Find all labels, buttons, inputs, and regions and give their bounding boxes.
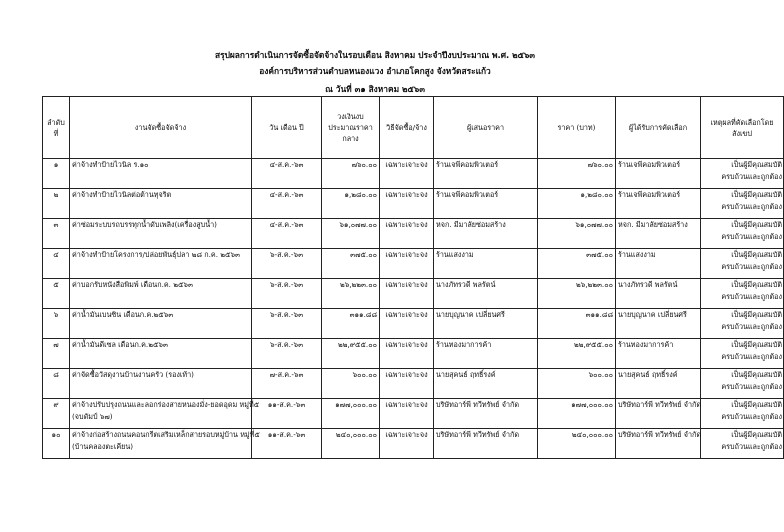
cell-reason-text: ครบถ้วนและถูกต้อง: [721, 202, 782, 211]
table-row: [43, 219, 784, 249]
cell-winner: [616, 249, 701, 279]
cell-bidder-text: หจก. มีมาลัยซ่อมสร้าง: [436, 220, 506, 229]
cell-budget: [322, 429, 380, 459]
col-header-reason: เหตุผลที่คัดเลือกโดยสังเขป: [701, 97, 784, 159]
cell-no: [43, 399, 70, 429]
cell-reason-text: เป็นผู้มีคุณสมบัติ: [731, 340, 782, 349]
cell-no: [43, 279, 70, 309]
cell-budget-text: ๑๗๗,๐๐๐.๐๐: [335, 400, 377, 409]
cell-price-text: ๗๖๐.๐๐: [587, 160, 613, 169]
cell-item: [70, 219, 252, 249]
cell-winner: [616, 159, 701, 189]
cell-bidder-text: นายบุญนาค เปลี่ยนศรี: [436, 310, 505, 319]
cell-item-text: ค่าบอกรับหนังสือพิมพ์ เดือนก.ค. ๒๕๖๓: [72, 280, 193, 289]
col-header-budget: วงเงินงบประมาณราคากลาง: [322, 97, 380, 159]
table-row: [43, 369, 784, 399]
cell-date: [252, 309, 322, 339]
cell-winner: [616, 279, 701, 309]
cell-winner: [616, 339, 701, 369]
cell-item: [70, 249, 252, 279]
cell-no: [43, 339, 70, 369]
cell-method-text: เฉพาะเจาะจง: [385, 220, 428, 229]
cell-price-text: ๑,๒๘๐.๐๐: [580, 190, 613, 199]
cell-budget: [322, 369, 380, 399]
cell-bidder-text: นางภัทรวดี พลรัตน์: [436, 280, 496, 289]
cell-bidder: [434, 219, 538, 249]
cell-winner-text: นายบุญนาค เปลี่ยนศรี: [618, 310, 687, 319]
cell-reason-text: ครบถ้วนและถูกต้อง: [721, 172, 782, 181]
cell-date: [252, 369, 322, 399]
cell-bidder: [434, 399, 538, 429]
cell-price: [538, 429, 616, 459]
cell-item-text: ค่าจ้างทำป้ายไวนิลต่อต้านทุจริต: [72, 190, 172, 199]
cell-reason-text: ครบถ้วนและถูกต้อง: [721, 442, 782, 451]
cell-item-text: ค่าจ้างทำป้ายไวนิล ร.๑๐: [72, 160, 149, 169]
cell-bidder: [434, 339, 538, 369]
cell-item-text: ค่าจ้างทำป้ายโครงการ/ปล่อยพันธุ์ปลา ๒๘ ก.ค. ๒๕๖๓: [72, 250, 240, 259]
cell-budget: [322, 399, 380, 429]
table-row: [43, 399, 784, 429]
cell-bidder-text: บริษัทอาร์พี ทวีทรัพย์ จำกัด: [436, 400, 520, 409]
cell-price-text: ๑๗๗,๐๐๐.๐๐: [571, 400, 613, 409]
cell-date-text: ๔-ส.ค.-๖๓: [269, 220, 304, 229]
table-row: [43, 339, 784, 369]
cell-no: [43, 369, 70, 399]
cell-method: [380, 369, 434, 399]
cell-item-text: (บ้านคลองตะเคียน): [72, 442, 134, 451]
cell-winner-text: นางภัทรวดี พลรัตน์: [618, 280, 678, 289]
cell-method: [380, 339, 434, 369]
cell-no: [43, 189, 70, 219]
table-row: [43, 189, 784, 219]
table-row: [43, 249, 784, 279]
cell-price-text: ๒๔๐,๐๐๐.๐๐: [571, 430, 613, 439]
cell-date-text: ๑๑-ส.ค.-๖๓: [267, 400, 306, 409]
cell-reason-text: เป็นผู้มีคุณสมบัติ: [731, 310, 782, 319]
cell-date: [252, 429, 322, 459]
cell-date: [252, 159, 322, 189]
cell-method-text: เฉพาะเจาะจง: [385, 250, 428, 259]
cell-winner: [616, 309, 701, 339]
cell-winner-text: ร้านเจพีคอมพิวเตอร์: [618, 160, 681, 169]
cell-no-text: ๓: [53, 220, 59, 229]
cell-price: [538, 279, 616, 309]
procurement-table: [42, 96, 784, 459]
cell-no: [43, 309, 70, 339]
cell-budget-text: ๗๖๐.๐๐: [351, 160, 377, 169]
cell-method: [380, 399, 434, 429]
cell-winner-text: ร้านแสงงาม: [618, 250, 656, 259]
cell-budget-text: ๓๗๕.๐๐: [350, 250, 377, 259]
cell-price: [538, 189, 616, 219]
cell-price-text: ๖๐๐.๐๐: [588, 370, 613, 379]
cell-budget-text: ๖๐๐.๐๐: [352, 370, 377, 379]
cell-reason: [701, 159, 784, 189]
cell-price: [538, 399, 616, 429]
cell-date: [252, 399, 322, 429]
cell-date-text: ๑๑-ส.ค.-๖๓: [267, 430, 306, 439]
cell-no: [43, 219, 70, 249]
cell-price: [538, 249, 616, 279]
cell-price-text: ๒๖,๒๒๓.๐๐: [575, 280, 613, 289]
cell-date-text: ๖-ส.ค.-๖๓: [270, 280, 303, 289]
cell-item: [70, 399, 260, 429]
cell-reason-text: ครบถ้วนและถูกต้อง: [721, 232, 782, 241]
cell-method: [380, 189, 434, 219]
cell-winner: [616, 429, 701, 459]
cell-reason: [701, 429, 784, 459]
cell-reason-text: เป็นผู้มีคุณสมบัติ: [731, 220, 782, 229]
cell-method-text: เฉพาะเจาะจง: [385, 280, 428, 289]
table-row: [43, 159, 784, 189]
cell-method: [380, 309, 434, 339]
col-header-winner: ผู้ได้รับการคัดเลือก: [616, 97, 701, 159]
cell-item-text: ค่าจ้างปรับปรุงถนนและลอกร่องสายหนองมั่ง-ยอดอุดม หมู่ที่๕: [72, 400, 260, 409]
cell-price-text: ๒๒,๙๕๕.๐๐: [574, 340, 613, 349]
col-header-method: วิธีจัดซื้อ/จ้าง: [380, 97, 434, 159]
cell-bidder-text: บริษัทอาร์พี ทวีทรัพย์ จำกัด: [436, 430, 520, 439]
cell-no-text: ๑๐: [51, 430, 61, 439]
cell-method: [380, 159, 434, 189]
cell-method: [380, 249, 434, 279]
cell-no-text: ๗: [53, 340, 59, 349]
cell-reason: [701, 339, 784, 369]
cell-winner: [616, 399, 701, 429]
cell-method-text: เฉพาะเจาะจง: [385, 190, 428, 199]
cell-reason-text: ครบถ้วนและถูกต้อง: [721, 292, 782, 301]
cell-budget: [322, 249, 380, 279]
cell-bidder: [434, 189, 538, 219]
cell-reason-text: เป็นผู้มีคุณสมบัติ: [731, 280, 782, 289]
cell-method-text: เฉพาะเจาะจง: [385, 160, 428, 169]
cell-reason: [701, 249, 784, 279]
cell-date-text: ๖-ส.ค.-๖๓: [270, 250, 303, 259]
cell-date: [252, 249, 322, 279]
col-header-price: ราคา (บาท): [538, 97, 616, 159]
cell-reason-text: ครบถ้วนและถูกต้อง: [721, 382, 782, 391]
table-row: [43, 429, 784, 459]
cell-no: [43, 249, 70, 279]
cell-reason-text: เป็นผู้มีคุณสมบัติ: [731, 430, 782, 439]
cell-bidder: [434, 369, 538, 399]
cell-bidder-text: ร้านแสงงาม: [436, 250, 474, 259]
cell-method: [380, 219, 434, 249]
cell-date-text: ๖-ส.ค.-๖๓: [270, 340, 303, 349]
cell-price: [538, 369, 616, 399]
cell-price-text: ๓๗๕.๐๐: [586, 250, 613, 259]
cell-budget-text: ๑,๒๘๐.๐๐: [344, 190, 377, 199]
cell-item: [70, 369, 252, 399]
cell-reason-text: เป็นผู้มีคุณสมบัติ: [731, 190, 782, 199]
cell-reason-text: ครบถ้วนและถูกต้อง: [721, 262, 782, 271]
cell-date-text: ๖-ส.ค.-๖๓: [270, 310, 303, 319]
cell-method: [380, 429, 434, 459]
table-header-row: [43, 97, 784, 159]
col-header-no: ลำดับที่: [43, 97, 70, 159]
cell-no: [43, 429, 70, 459]
cell-budget: [322, 159, 380, 189]
cell-date: [252, 219, 322, 249]
cell-winner: [616, 219, 701, 249]
cell-budget: [322, 189, 380, 219]
cell-item-text: ค่าซ่อมระบบรถบรรทุกน้ำดับเพลิง(เครื่องสูบน้ำ): [72, 220, 217, 229]
cell-reason-text: เป็นผู้มีคุณสมบัติ: [731, 370, 782, 379]
cell-winner-text: บริษัทอาร์พี ทวีทรัพย์ จำกัด: [618, 400, 702, 409]
cell-date-text: ๗-ส.ค.-๖๓: [269, 370, 304, 379]
cell-budget-text: ๖๑,๐๗๗.๐๐: [339, 220, 377, 229]
cell-winner-text: นายสุคนธ์ ฤทธิ์รงค์: [618, 370, 678, 379]
cell-bidder: [434, 249, 538, 279]
cell-item: [70, 309, 252, 339]
cell-no-text: ๙: [53, 400, 59, 409]
cell-price: [538, 159, 616, 189]
cell-bidder-text: ร้านทองมาการค้า: [436, 340, 492, 349]
cell-winner-text: บริษัทอาร์พี ทวีทรัพย์ จำกัด: [618, 430, 702, 439]
cell-date: [252, 189, 322, 219]
cell-item: [70, 339, 252, 369]
cell-reason: [701, 279, 784, 309]
cell-no-text: ๕: [53, 280, 59, 289]
cell-bidder-text: ร้านเจพีคอมพิวเตอร์: [436, 160, 499, 169]
cell-price: [538, 309, 616, 339]
cell-price-text: ๓๑๑.๘๘: [585, 310, 613, 319]
report-title: สรุปผลการดำเนินการจัดซื้อจัดจ้างในรอบเดือน สิงหาคม ประจำปีงบประมาณ พ.ศ. ๒๕๖๓: [214, 50, 536, 60]
cell-budget-text: ๒๒,๙๕๕.๐๐: [338, 340, 377, 349]
cell-date: [252, 279, 322, 309]
table-row: [43, 279, 784, 309]
cell-no-text: ๘: [53, 370, 59, 379]
cell-bidder: [434, 309, 538, 339]
cell-item-text: ค่าจ้างก่อสร้างถนนคอนกรีตเสริมเหล็กสายรอบหมู่บ้าน หมู่ที่๕: [72, 430, 260, 439]
cell-method-text: เฉพาะเจาะจง: [385, 370, 428, 379]
cell-budget-text: ๒๔๐,๐๐๐.๐๐: [335, 430, 377, 439]
cell-no-text: ๖: [53, 310, 59, 319]
cell-no: [43, 159, 70, 189]
col-header-date: วัน เดือน ปี: [252, 97, 322, 159]
report-date: ณ วันที่ ๓๑ สิงหาคม ๒๕๖๓: [325, 84, 425, 94]
cell-item: [70, 279, 252, 309]
cell-method-text: เฉพาะเจาะจง: [385, 310, 428, 319]
cell-no-text: ๒: [53, 190, 59, 199]
cell-item: [70, 429, 260, 459]
cell-budget-text: ๒๖,๒๒๓.๐๐: [339, 280, 377, 289]
cell-reason: [701, 189, 784, 219]
cell-budget: [322, 279, 380, 309]
table-row: [43, 309, 784, 339]
cell-method: [380, 279, 434, 309]
cell-budget: [322, 219, 380, 249]
cell-item-text: (จบดัมป์ ๖๗): [72, 412, 113, 421]
cell-date: [252, 339, 322, 369]
cell-bidder-text: นายสุคนธ์ ฤทธิ์รงค์: [436, 370, 496, 379]
cell-date-text: ๔-ส.ค.-๖๓: [269, 160, 304, 169]
cell-reason-text: ครบถ้วนและถูกต้อง: [721, 322, 782, 331]
cell-date-text: ๔-ส.ค.-๖๓: [269, 190, 304, 199]
cell-item: [70, 189, 252, 219]
cell-item-text: ค่าน้ำมันเบนซิน เดือนก.ค.๒๕๖๓: [72, 310, 174, 319]
organization-name: องค์การบริหารส่วนตำบลหนองแวง อำเภอโคกสูง จังหวัดสระแก้ว: [259, 66, 491, 76]
cell-reason: [701, 369, 784, 399]
cell-reason-text: ครบถ้วนและถูกต้อง: [721, 412, 782, 421]
cell-no-text: ๑: [53, 160, 59, 169]
cell-item-text: ค่าน้ำมันดีเซล เดือนก.ค.๒๕๖๓: [72, 340, 168, 349]
cell-reason-text: เป็นผู้มีคุณสมบัติ: [731, 400, 782, 409]
cell-bidder: [434, 429, 538, 459]
cell-reason: [701, 309, 784, 339]
cell-winner: [616, 369, 701, 399]
cell-method-text: เฉพาะเจาะจง: [385, 430, 428, 439]
cell-bidder-text: ร้านเจพีคอมพิวเตอร์: [436, 190, 499, 199]
cell-winner-text: หจก. มีมาลัยซ่อมสร้าง: [618, 220, 688, 229]
cell-winner-text: ร้านเจพีคอมพิวเตอร์: [618, 190, 681, 199]
cell-winner: [616, 189, 701, 219]
cell-reason-text: เป็นผู้มีคุณสมบัติ: [731, 250, 782, 259]
cell-price-text: ๖๑,๐๗๗.๐๐: [575, 220, 613, 229]
cell-bidder: [434, 159, 538, 189]
cell-price: [538, 219, 616, 249]
cell-method-text: เฉพาะเจาะจง: [385, 400, 428, 409]
cell-budget: [322, 339, 380, 369]
cell-bidder: [434, 279, 538, 309]
cell-method-text: เฉพาะเจาะจง: [385, 340, 428, 349]
cell-reason-text: เป็นผู้มีคุณสมบัติ: [731, 160, 782, 169]
cell-price: [538, 339, 616, 369]
col-header-item: งานจัดซื้อจัดจ้าง: [70, 97, 252, 159]
cell-item: [70, 159, 252, 189]
cell-item-text: ค่าจัดซื้อวัสดุงานบ้านงานครัว (รองเท้า): [72, 370, 194, 379]
cell-budget-text: ๓๑๑.๘๘: [349, 310, 377, 319]
cell-winner-text: ร้านทองมาการค้า: [618, 340, 674, 349]
cell-reason-text: ครบถ้วนและถูกต้อง: [721, 352, 782, 361]
col-header-bidder: ผู้เสนอราคา: [434, 97, 538, 159]
cell-reason: [701, 219, 784, 249]
cell-reason: [701, 399, 784, 429]
cell-no-text: ๔: [53, 250, 59, 259]
cell-budget: [322, 309, 380, 339]
